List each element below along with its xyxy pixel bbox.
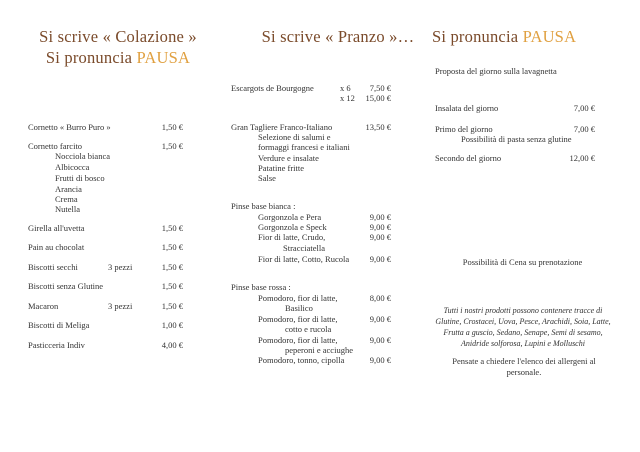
pinsa-rossa-item: Pomodoro, fior di latte, xyxy=(258,335,338,345)
tagliere-line: Salse xyxy=(258,173,276,183)
price-girella: 1,50 € xyxy=(161,223,183,233)
tagliere-line: Selezione di salumi e xyxy=(258,132,331,142)
pausa-title-prefix: Si pronuncia xyxy=(432,27,519,46)
price-biscotti-secchi: 1,50 € xyxy=(161,262,183,272)
pinsa-rossa-item: Pomodoro, tonno, cipolla xyxy=(258,355,345,365)
farcito-option: Frutti di bosco xyxy=(55,173,105,183)
farcito-option: Arancia xyxy=(55,184,82,194)
item-escargots: Escargots de Bourgogne xyxy=(231,83,314,93)
farcito-option: Nutella xyxy=(55,204,81,214)
pinsa-rossa-price: 8,00 € xyxy=(369,293,391,303)
qty-escargots-12: x 12 xyxy=(340,93,355,103)
price-macaron: 1,50 € xyxy=(161,301,183,311)
farcito-option: Nocciola bianca xyxy=(55,151,110,161)
pranzo-title: Si scrive « Pranzo »… xyxy=(261,27,415,46)
colazione-title-line1: Si scrive « Colazione » xyxy=(39,27,197,46)
proposta-subtitle: Proposta del giorno sulla lavagnetta xyxy=(435,66,557,76)
pinsa-rossa-extra: peperoni e acciughe xyxy=(285,345,353,355)
pinsa-rossa-extra: Basilico xyxy=(285,303,313,313)
pinsa-bianca-price: 9,00 € xyxy=(369,232,391,242)
tagliere-line: formaggi francesi e italiani xyxy=(258,142,350,152)
pinsa-bianca-extra: Stracciatella xyxy=(283,243,326,253)
price-escargots-12: 15,00 € xyxy=(365,93,391,103)
pinsa-rossa-price: 9,00 € xyxy=(369,335,391,345)
price-pasticceria: 4,00 € xyxy=(161,340,183,350)
price-biscotti-meliga: 1,00 € xyxy=(161,320,183,330)
pinsa-rossa-extra: cotto e rucola xyxy=(285,324,332,334)
item-cornetto-farcito: Cornetto farcito xyxy=(28,141,83,151)
price-cornetto-farcito: 1,50 € xyxy=(161,141,183,151)
pausa-title xyxy=(432,26,582,47)
pinsa-bianca-item: Fior di latte, Cotto, Rucola xyxy=(258,254,350,264)
tagliere-line: Patatine fritte xyxy=(258,163,305,173)
item-cornetto-burro: Cornetto « Burro Puro » xyxy=(28,122,111,132)
pausa-title-accent: PAUSA xyxy=(522,27,577,46)
pinse-bianca-heading: Pinse base bianca : xyxy=(231,201,296,211)
price-pain-au-chocolat: 1,50 € xyxy=(161,242,183,252)
price-cornetto-burro: 1,50 € xyxy=(161,122,183,132)
colazione-title-line2 xyxy=(20,47,216,68)
item-secondo: Secondo del giorno xyxy=(435,153,502,163)
pinsa-rossa-price: 9,00 € xyxy=(369,355,391,365)
farcito-option: Crema xyxy=(55,194,78,204)
colazione-title xyxy=(20,26,216,68)
price-secondo: 12,00 € xyxy=(569,153,595,163)
qty-biscotti-secchi: 3 pezzi xyxy=(108,262,133,272)
item-insalata: Insalata del giorno xyxy=(435,103,499,113)
item-biscotti-meliga: Biscotti di Meliga xyxy=(28,320,90,330)
pinsa-bianca-item: Gorgonzola e Pera xyxy=(258,212,322,222)
primo-sub: Possibilità di pasta senza glutine xyxy=(461,134,572,144)
item-biscotti-senza-glutine: Biscotti senza Glutine xyxy=(28,281,104,291)
farcito-option: Albicocca xyxy=(55,162,90,172)
pinsa-bianca-item: Gorgonzola e Speck xyxy=(258,222,327,232)
pinsa-rossa-item: Pomodoro, fior di latte, xyxy=(258,293,338,303)
qty-escargots-6: x 6 xyxy=(340,83,351,93)
price-biscotti-senza-glutine: 1,50 € xyxy=(161,281,183,291)
pinsa-rossa-item: Pomodoro, fior di latte, xyxy=(258,314,338,324)
price-tagliere: 13,50 € xyxy=(365,122,391,132)
tagliere-line: Verdure e insalate xyxy=(258,153,319,163)
item-macaron: Macaron xyxy=(28,301,59,311)
price-insalata: 7,00 € xyxy=(573,103,595,113)
item-biscotti-secchi: Biscotti secchi xyxy=(28,262,78,272)
price-escargots-6: 7,50 € xyxy=(369,83,391,93)
pinsa-bianca-price: 9,00 € xyxy=(369,212,391,222)
pinsa-bianca-item: Fior di latte, Crudo, xyxy=(258,232,326,242)
item-tagliere: Gran Tagliere Franco-Italiano xyxy=(231,122,333,132)
ask-allergeni-note: Pensate a chiedere l'elenco dei allergeni al personale. xyxy=(452,356,596,377)
item-girella: Girella all'uvetta xyxy=(28,223,85,233)
price-primo: 7,00 € xyxy=(573,124,595,134)
colazione-title-prefix: Si pronuncia xyxy=(45,48,133,67)
pinsa-rossa-price: 9,00 € xyxy=(369,314,391,324)
allergen-note: Tutti i nostri prodotti possono contenere tracce di Glutine, Crostacei, Uova, Pesce, Arachidi, Soia, Latte, Frutta a guscio, Sedano, Senape, Semi di sesamo, Anidride solforosa, Lupini e Molluschi xyxy=(435,306,611,348)
item-pasticceria: Pasticceria Indiv xyxy=(28,340,85,350)
qty-macaron: 3 pezzi xyxy=(108,301,133,311)
colazione-title-accent: PAUSA xyxy=(136,48,191,67)
item-primo: Primo del giorno xyxy=(435,124,493,134)
item-pain-au-chocolat: Pain au chocolat xyxy=(28,242,85,252)
pinse-rossa-heading: Pinse base rossa : xyxy=(231,282,291,292)
cena-note: Possibilità di Cena su prenotazione xyxy=(462,257,583,267)
pinsa-bianca-price: 9,00 € xyxy=(369,254,391,264)
pinsa-bianca-price: 9,00 € xyxy=(369,222,391,232)
